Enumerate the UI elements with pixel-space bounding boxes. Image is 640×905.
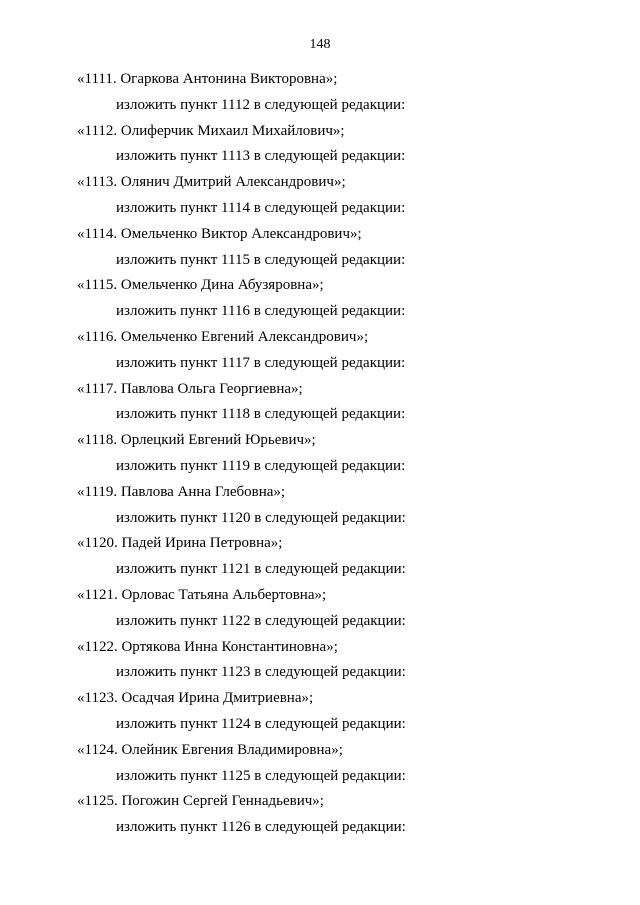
entry-line: «1124. Олейник Евгения Владимировна»;: [77, 741, 343, 758]
instruction-line: изложить пункт 1113 в следующей редакции:: [116, 148, 406, 165]
instruction-line: изложить пункт 1116 в следующей редакции:: [116, 303, 406, 320]
entry-line: «1117. Павлова Ольга Георгиевна»;: [77, 380, 303, 397]
entry-line: «1123. Осадчая Ирина Дмитриевна»;: [77, 690, 314, 707]
instruction-line: изложить пункт 1122 в следующей редакции:: [116, 612, 406, 629]
instruction-line: изложить пункт 1115 в следующей редакции:: [116, 251, 406, 268]
instruction-line: изложить пункт 1125 в следующей редакции:: [116, 767, 406, 784]
page-number: 148: [309, 37, 331, 52]
entry-line: «1116. Омельченко Евгений Александрович»;: [77, 328, 369, 345]
entry-line: «1115. Омельченко Дина Абузяровна»;: [77, 277, 324, 294]
instruction-line: изложить пункт 1123 в следующей редакции:: [116, 664, 406, 681]
entry-line: «1114. Омельченко Виктор Александрович»;: [77, 225, 362, 242]
entry-line: «1118. Орлецкий Евгений Юрьевич»;: [77, 432, 316, 449]
entry-line: «1120. Падей Ирина Петровна»;: [77, 535, 283, 552]
entry-line: «1111. Огаркова Антонина Викторовна»;: [77, 71, 338, 87]
entry-line: «1112. Олиферчик Михаил Михайлович»;: [77, 122, 345, 139]
instruction-line: изложить пункт 1119 в следующей редакции:: [116, 457, 406, 474]
entry-line: «1121. Орловас Татьяна Альбертовна»;: [77, 586, 327, 603]
entry-line: «1125. Погожин Сергей Геннадьевич»;: [77, 793, 324, 810]
instruction-line: изложить пункт 1121 в следующей редакции:: [116, 561, 406, 578]
entry-line: «1113. Олянич Дмитрий Александрович»;: [77, 174, 346, 191]
instruction-line: изложить пункт 1124 в следующей редакции:: [116, 715, 406, 732]
instruction-line: изложить пункт 1126 в следующей редакции:: [116, 819, 406, 836]
entry-line: «1122. Ортякова Инна Константиновна»;: [77, 638, 338, 655]
instruction-line: изложить пункт 1112 в следующей редакции:: [116, 96, 406, 113]
instruction-line: изложить пункт 1114 в следующей редакции:: [116, 199, 406, 216]
document-body: [0, 67, 640, 841]
instruction-line: изложить пункт 1117 в следующей редакции:: [116, 354, 406, 371]
instruction-line: изложить пункт 1120 в следующей редакции:: [116, 509, 406, 526]
instruction-line: изложить пункт 1118 в следующей редакции:: [116, 406, 406, 423]
entry-line: «1119. Павлова Анна Глебовна»;: [77, 483, 286, 500]
